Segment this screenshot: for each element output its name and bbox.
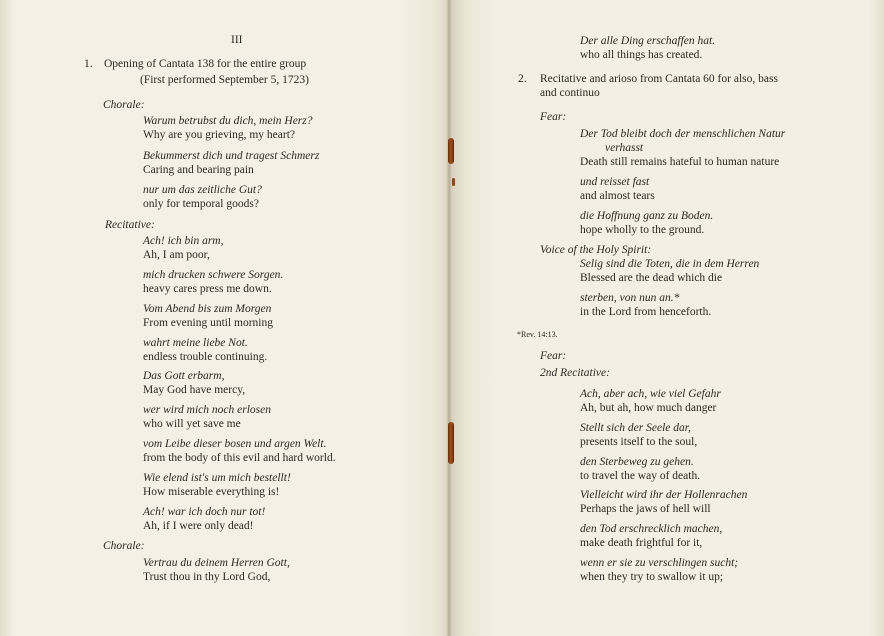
english-line: Caring and bearing pain — [143, 164, 254, 176]
item-number: 1. — [84, 58, 93, 70]
german-line: sterben, von nun an.* — [580, 292, 680, 304]
item-subtitle: (First performed September 5, 1723) — [140, 74, 309, 86]
english-line: make death frightful for it, — [580, 537, 703, 549]
german-line: Vom Abend bis zum Morgen — [143, 303, 272, 315]
german-line: wenn er sie zu verschlingen sucht; — [580, 557, 739, 569]
english-line: to travel the way of death. — [580, 470, 701, 482]
german-line: Der Tod bleibt doch der menschlichen Natur — [580, 128, 786, 140]
english-line: Trust thou in thy Lord God, — [143, 571, 271, 583]
english-line: Ah, I am poor, — [143, 249, 210, 261]
section-label-chorale: Chorale: — [103, 99, 145, 111]
item-title: Opening of Cantata 138 for the entire group — [104, 58, 307, 70]
section-label-recitative: 2nd Recitative: — [540, 367, 610, 379]
german-line: Selig sind die Toten, die in dem Herren — [580, 258, 760, 270]
item-title-continued: and continuo — [540, 87, 600, 99]
german-line: und reisset fast — [580, 176, 650, 188]
section-number: III — [231, 34, 243, 46]
section-label-fear: Fear: — [540, 111, 567, 123]
english-line: Ah, if I were only dead! — [143, 520, 254, 532]
english-line: when they try to swallow it up; — [580, 571, 724, 583]
english-line: endless trouble continuing. — [143, 351, 268, 363]
german-line: vom Leibe dieser bosen und argen Welt. — [143, 438, 327, 450]
german-line: Bekummerst dich und tragest Schmerz — [143, 150, 320, 162]
english-line: Why are you grieving, my heart? — [143, 129, 295, 141]
english-line: only for temporal goods? — [143, 198, 259, 210]
german-line: Der alle Ding erschaffen hat. — [580, 35, 716, 47]
item-title: Recitative and arioso from Cantata 60 for also, bass — [540, 73, 778, 85]
english-line: from the body of this evil and hard world. — [143, 452, 336, 464]
staple-bottom — [448, 422, 454, 464]
book-gutter — [446, 0, 452, 636]
english-line: presents itself to the soul, — [580, 436, 698, 448]
german-line: den Tod erschrecklich machen, — [580, 523, 723, 535]
english-line: heavy cares press me down. — [143, 283, 272, 295]
footnote: *Rev. 14:13. — [517, 330, 558, 339]
section-label-recitative: Recitative: — [105, 219, 155, 231]
english-line: and almost tears — [580, 190, 655, 202]
staple-top — [448, 138, 454, 164]
german-line: Wie elend ist's um mich bestellt! — [143, 472, 291, 484]
german-line: Ach, aber ach, wie viel Gefahr — [580, 388, 721, 400]
german-line: die Hoffnung ganz zu Boden. — [580, 210, 714, 222]
english-line: Perhaps the jaws of hell will — [580, 503, 711, 515]
german-line: Das Gott erbarm, — [143, 370, 225, 382]
rust-mark — [452, 178, 455, 186]
section-label-chorale: Chorale: — [103, 540, 145, 552]
german-line: Ach! ich bin arm, — [143, 235, 224, 247]
section-label-holy-spirit: Voice of the Holy Spirit: — [540, 244, 652, 256]
german-line: den Sterbeweg zu gehen. — [580, 456, 694, 468]
german-line: Vielleicht wird ihr der Hollenrachen — [580, 489, 748, 501]
english-line: hope wholly to the ground. — [580, 224, 705, 236]
section-label-fear: Fear: — [540, 350, 567, 362]
english-line: May God have mercy, — [143, 384, 246, 396]
english-line: Ah, but ah, how much danger — [580, 402, 717, 414]
german-line: Vertrau du deinem Herren Gott, — [143, 557, 290, 569]
english-line: who will yet save me — [143, 418, 241, 430]
german-line: Stellt sich der Seele dar, — [580, 422, 691, 434]
english-line: in the Lord from henceforth. — [580, 306, 712, 318]
german-line: wer wird mich noch erlosen — [143, 404, 271, 416]
right-page — [449, 0, 884, 636]
german-line: Ach! war ich doch nur tot! — [143, 506, 266, 518]
english-line: How miserable everything is! — [143, 486, 280, 498]
german-line: wahrt meine liebe Not. — [143, 337, 248, 349]
item-number: 2. — [518, 73, 527, 85]
english-line: who all things has created. — [580, 49, 703, 61]
german-line-continued: verhasst — [605, 142, 644, 154]
german-line: mich drucken schwere Sorgen. — [143, 269, 284, 281]
english-line: From evening until morning — [143, 317, 274, 329]
german-line: Warum betrubst du dich, mein Herz? — [143, 115, 313, 127]
english-line: Blessed are the dead which die — [580, 272, 723, 284]
german-line: nur um das zeitliche Gut? — [143, 184, 262, 196]
english-line: Death still remains hateful to human nature — [580, 156, 780, 168]
